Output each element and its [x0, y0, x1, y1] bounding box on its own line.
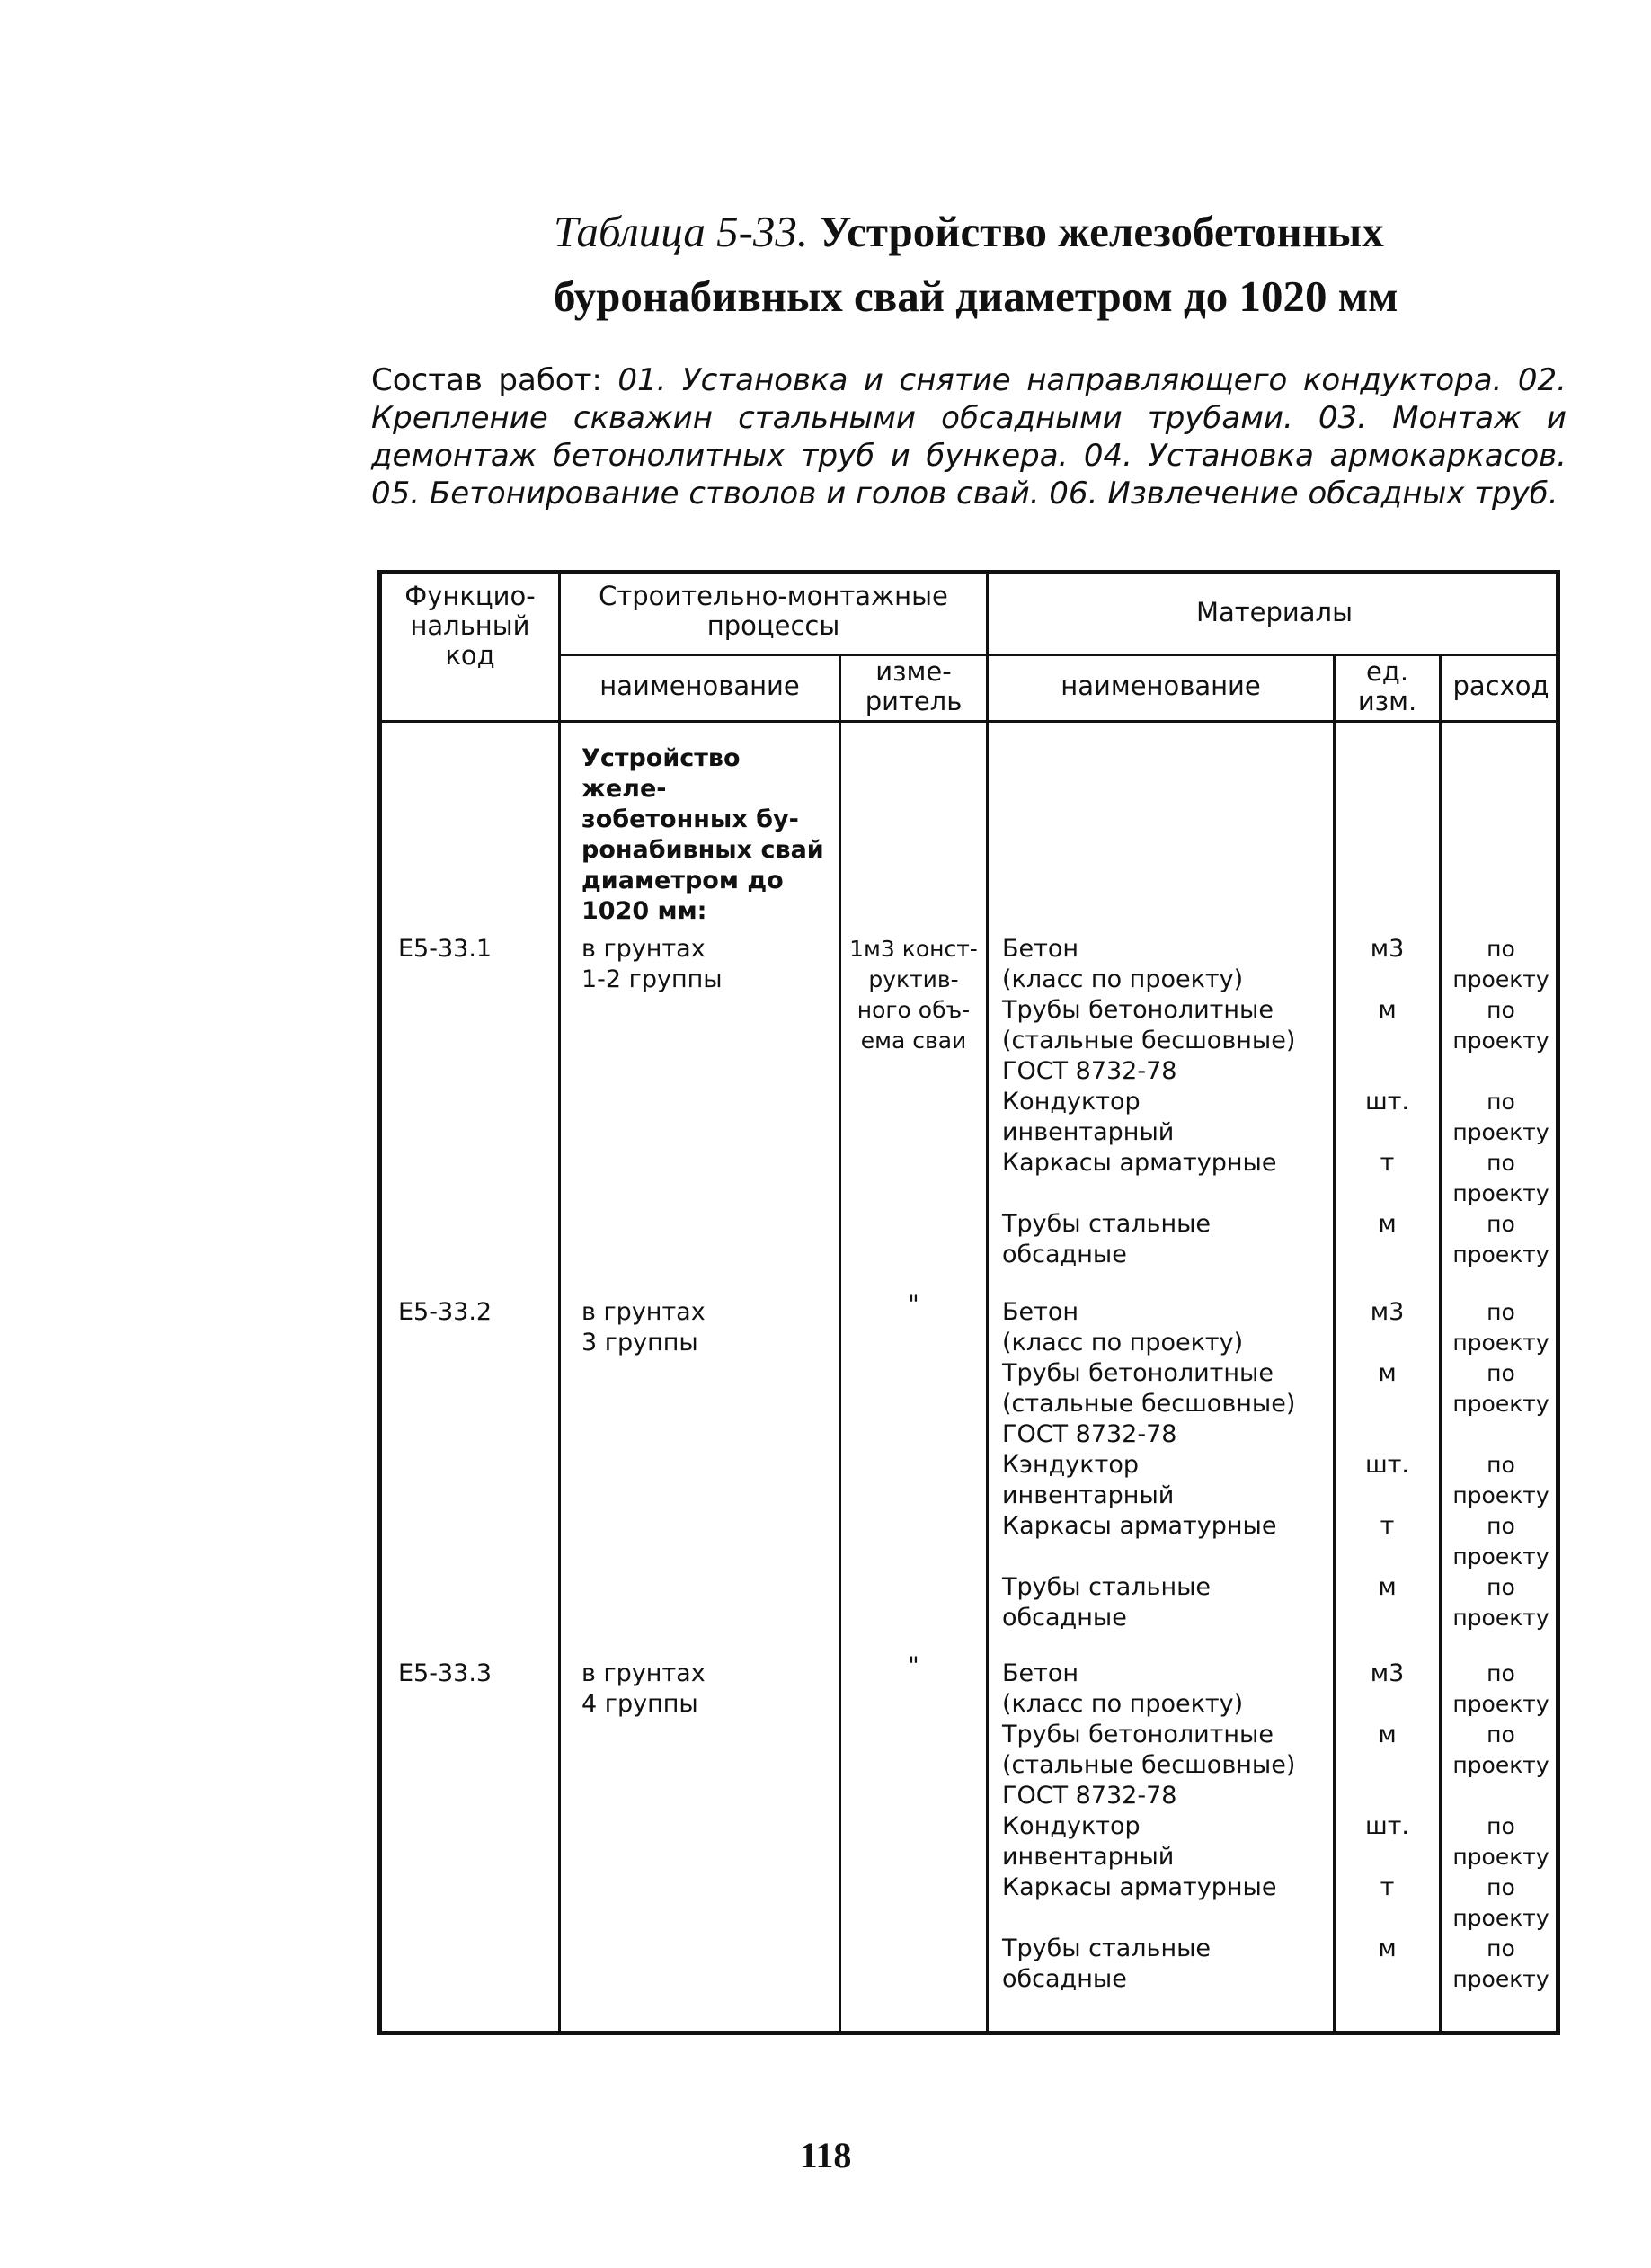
row-process: в грунтах 1-2 группы: [581, 935, 723, 993]
col-divider: [986, 574, 989, 2031]
title-line-1: Устройство железобетонных: [819, 207, 1384, 256]
header-func-code: Функцио- нальный код: [404, 581, 536, 671]
row-units: м3 м шт. т м: [1364, 1298, 1410, 1601]
row-consumption: по проекту по проекту по проекту по проекту по проекту: [1452, 936, 1549, 1267]
col-divider: [558, 574, 561, 2031]
row-process: в грунтах 3 группы: [581, 1298, 706, 1356]
header-unit: ед. изм.: [1357, 656, 1417, 716]
work-composition: [371, 361, 1567, 512]
row-units: м3 м шт. т м: [1364, 1659, 1410, 1962]
row-meter: ": [908, 1652, 919, 1680]
header-material-name: наименование: [1061, 671, 1261, 701]
section-title: Устройство желе- зобетонных бу- ронабивных свай диаметром до 1020 мм:: [581, 744, 824, 925]
header-processes: Строительно-монтажные процессы: [599, 581, 948, 641]
page-number: 118: [799, 2135, 852, 2175]
composition-text: 01. Установка и снятие направляющего кондуктора. 02. Крепление скважин стальными обсадными трубами. 03. Монтаж и демонтаж бетонолитных труб и бункера. 04. Установка армокаркасов. 05. Бетонирование стволов и голов свай. 06. Извлечение обсадных труб.: [371, 362, 1567, 511]
header-process-name: наименование: [599, 671, 800, 701]
header-materials: Материалы: [1196, 597, 1353, 627]
row-meter: 1м3 конст- руктив- ного объ- ема сваи: [849, 936, 978, 1054]
row-consumption: по проекту по проекту по проекту по проекту по проекту: [1452, 1660, 1549, 1992]
header-consumption: расход: [1452, 671, 1549, 701]
title-line-2: буронабивных свай диаметром до 1020 мм: [554, 271, 1398, 321]
header-meter: изме- ритель: [865, 656, 963, 716]
row-code: Е5-33.2: [398, 1298, 493, 1326]
row-materials: Бетон (класс по проекту) Трубы бетонолитные (стальные бесшовные) ГОСТ 8732-78 Кондуктор инвентарный Каркасы арматурные Трубы стальные обсадные: [1002, 1659, 1296, 1993]
header-divider: [558, 654, 1560, 656]
materials-table: [377, 570, 1560, 2035]
header-bottom: [382, 720, 1560, 723]
row-materials: Бетон (класс по проекту) Трубы бетонолитные (стальные бесшовные) ГОСТ 8732-78 Кондуктор инвентарный Каркасы арматурные Трубы стальные обсадные: [1002, 935, 1296, 1268]
table-label: Таблица 5-33.: [554, 207, 809, 256]
col-divider: [839, 654, 841, 2031]
row-consumption: по проекту по проекту по проекту по проекту по проекту: [1452, 1299, 1549, 1631]
row-code: Е5-33.1: [398, 935, 493, 963]
composition-prefix: Состав работ:: [371, 362, 602, 398]
row-units: м3 м шт. т м: [1364, 935, 1410, 1238]
row-code: Е5-33.3: [398, 1659, 493, 1687]
row-process: в грунтах 4 группы: [581, 1659, 706, 1718]
row-materials: Бетон (класс по проекту) Трубы бетонолитные (стальные бесшовные) ГОСТ 8732-78 Кэндуктор инвентарный Каркасы арматурные Трубы стальные обсадные: [1002, 1298, 1296, 1632]
row-meter: ": [908, 1291, 919, 1319]
table-title: [554, 200, 1542, 329]
